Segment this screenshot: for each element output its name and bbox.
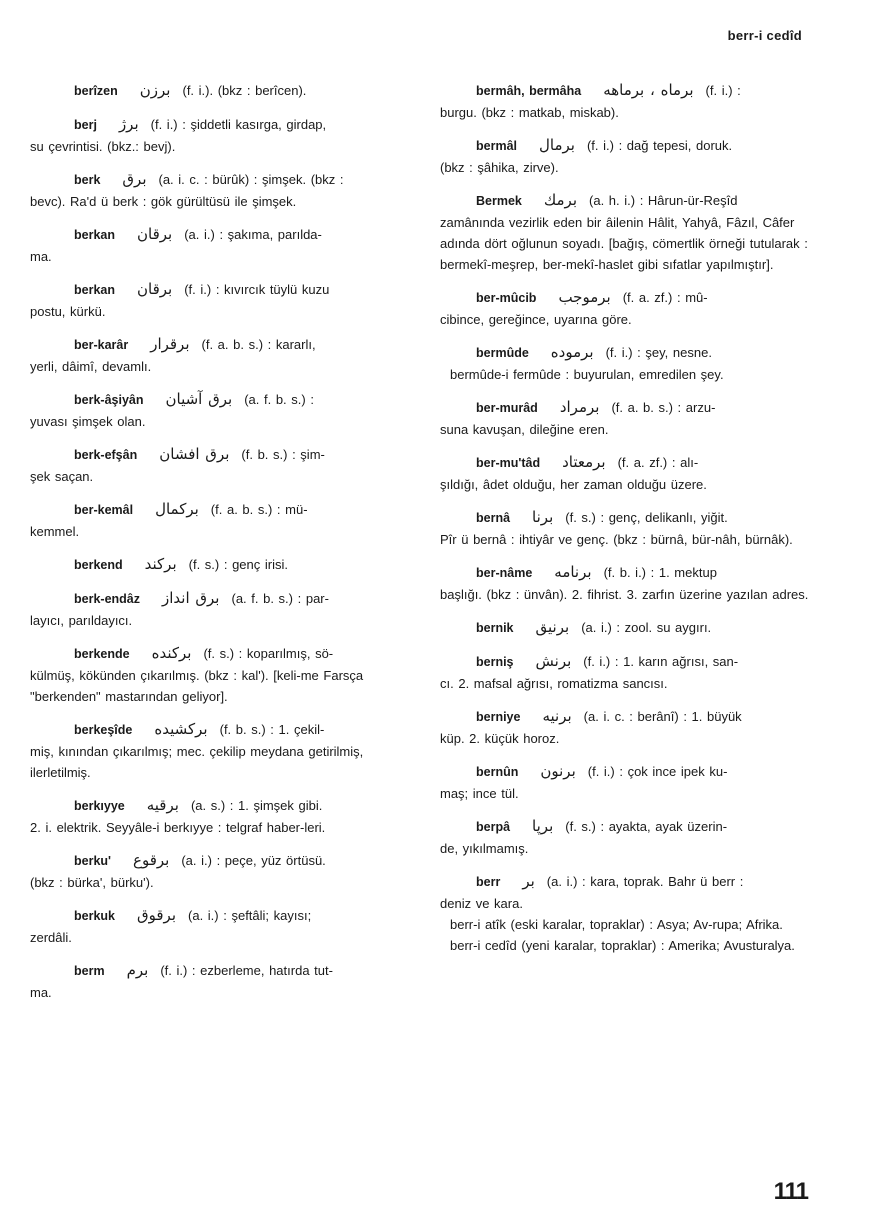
arabic-script: برم	[126, 961, 149, 979]
definition-continuation: bevc). Ra'd ü berk : gök gürültüsü ile şimşek.	[30, 194, 297, 209]
definition-continuation: maş; ince tül.	[440, 786, 519, 801]
dictionary-entry	[440, 871, 820, 956]
arabic-script: برماه ، برماهه	[603, 81, 694, 99]
entry-first-line	[30, 334, 420, 356]
dictionary-entry	[30, 795, 420, 838]
headword: bernik	[476, 621, 514, 635]
arabic-script: برق افشان	[159, 445, 230, 463]
headword: bernâ	[476, 511, 511, 525]
dictionary-entry	[30, 224, 420, 267]
definition-start: (f. s.) : genç irisi.	[188, 557, 288, 572]
dictionary-entry	[440, 287, 820, 330]
definition-start: (a. f. b. s.) : par-	[231, 591, 329, 606]
dictionary-entry	[30, 80, 420, 102]
definition-continuation: suna kavuşan, dileğine eren.	[440, 422, 609, 437]
sub-entry: berr-i atîk (eski karalar, topraklar) : Asya; Av-rupa; Afrika.	[450, 917, 783, 932]
arabic-script: برنا	[532, 508, 554, 526]
entry-first-line	[440, 397, 820, 419]
definition-start: (a. i. c. : berânî) : 1. büyük	[583, 709, 742, 724]
definition-continuation: ma.	[30, 249, 52, 264]
definition-start: (f. s.) : koparılmış, sö-	[203, 646, 334, 661]
headword: berk-âşiyân	[74, 393, 144, 407]
dictionary-entry	[30, 114, 420, 157]
headword: bermâh, bermâha	[476, 84, 582, 98]
left-column	[30, 80, 420, 1015]
definition-continuation: postu, kürkü.	[30, 304, 106, 319]
entry-first-line	[440, 507, 820, 529]
headword: berîzen	[74, 84, 118, 98]
definition-start: (f. b. i.) : 1. mektup	[603, 565, 717, 580]
definition-continuation: cibince, gereğince, uyarına göre.	[440, 312, 632, 327]
definition-start: (a. i. c. : bürûk) : şimşek. (bkz :	[158, 172, 344, 187]
definition-start: (a. i.) : zool. su aygırı.	[581, 620, 712, 635]
headword: ber-mûcib	[476, 291, 537, 305]
dictionary-entry	[440, 452, 820, 495]
headword: berkuk	[74, 909, 115, 923]
arabic-script: برمال	[539, 136, 575, 154]
dictionary-entry	[440, 80, 820, 123]
headword: bermûde	[476, 346, 529, 360]
dictionary-entry	[30, 960, 420, 1003]
definition-continuation: şek saçan.	[30, 469, 94, 484]
dictionary-entry	[30, 389, 420, 432]
definition-continuation: layıcı, parıldayıcı.	[30, 613, 133, 628]
definition-start: (f. i.) : 1. karın ağrısı, san-	[583, 654, 739, 669]
entry-first-line	[30, 795, 420, 817]
entry-first-line	[30, 169, 420, 191]
definition-continuation: yuvası şimşek olan.	[30, 414, 146, 429]
entry-first-line	[440, 761, 820, 783]
entry-first-line	[440, 452, 820, 474]
definition-start: (f. i.) : çok ince ipek ku-	[587, 764, 728, 779]
dictionary-entry	[30, 719, 420, 783]
arabic-script: برپا	[532, 817, 554, 835]
definition-start: (f. a. b. s.) : arzu-	[611, 400, 716, 415]
headword: berk-endâz	[74, 592, 140, 606]
definition-continuation: yerli, dâimî, devamlı.	[30, 359, 152, 374]
dictionary-entry	[440, 135, 820, 178]
arabic-script: برقوق	[137, 906, 177, 924]
entry-first-line	[440, 816, 820, 838]
dictionary-entry	[30, 169, 420, 212]
arabic-script: برمك	[543, 191, 578, 209]
arabic-script: برقوع	[133, 851, 170, 869]
headword: berniş	[476, 655, 514, 669]
definition-start: (a. i.) : kara, toprak. Bahr ü berr :	[546, 874, 744, 889]
entry-first-line	[30, 499, 420, 521]
dictionary-entry	[440, 761, 820, 804]
arabic-script: برنيق	[535, 618, 570, 636]
arabic-script: برموده	[550, 343, 594, 361]
definition-start: (f. b. s.) : şim-	[241, 447, 325, 462]
dictionary-entry	[440, 617, 820, 639]
entry-first-line	[30, 389, 420, 411]
definition-start: (f. i.). (bkz : berîcen).	[182, 83, 307, 98]
arabic-script: بركشيده	[154, 720, 208, 738]
arabic-script: برنامه	[554, 563, 592, 581]
dictionary-entry	[440, 190, 820, 275]
dictionary-entry	[30, 643, 420, 707]
arabic-script: برموجب	[558, 288, 611, 306]
right-column	[440, 80, 820, 968]
sub-entry: berr-i cedîd (yeni karalar, topraklar) : Amerika; Avusturalya.	[450, 938, 795, 953]
definition-continuation: cı. 2. mafsal ağrısı, romatizma sancısı.	[440, 676, 668, 691]
definition-continuation: başlığı. (bkz : ünvân). 2. fihrist. 3. zarfın üzerine yazılan adres.	[440, 587, 809, 602]
definition-start: (f. a. b. s.) : kararlı,	[201, 337, 316, 352]
dictionary-entry	[30, 850, 420, 893]
definition-start: (f. a. zf.) : alı-	[617, 455, 699, 470]
entry-first-line	[440, 80, 820, 102]
headword: ber-murâd	[476, 401, 538, 415]
headword: berkeşîde	[74, 723, 133, 737]
definition-continuation: (bkz : bürka', bürku').	[30, 875, 154, 890]
headword: bernûn	[476, 765, 519, 779]
dictionary-entry	[440, 397, 820, 440]
entry-first-line	[30, 80, 420, 102]
entry-first-line	[440, 135, 820, 157]
definition-continuation: kemmel.	[30, 524, 80, 539]
entry-first-line	[30, 588, 420, 610]
arabic-script: برمعتاد	[562, 453, 606, 471]
dictionary-entry	[30, 279, 420, 322]
dictionary-entry	[440, 816, 820, 859]
headword: berr	[476, 875, 501, 889]
headword: berpâ	[476, 820, 511, 834]
definition-continuation: 2. i. elektrik. Seyyâle-i berkıyye : telgraf haber-leri.	[30, 820, 326, 835]
arabic-script: بركمال	[155, 500, 199, 518]
dictionary-entry	[30, 905, 420, 948]
definition-start: (a. s.) : 1. şimşek gibi.	[190, 798, 323, 813]
entry-first-line	[440, 342, 820, 364]
entry-first-line	[440, 706, 820, 728]
dictionary-entry	[440, 651, 820, 694]
headword: berk	[74, 173, 101, 187]
definition-continuation: külmüş, kökünden çıkarılmış. (bkz : kal'). [keli-me Farsça "berkenden" mastarından geliyor].	[30, 668, 364, 704]
dictionary-entry	[30, 499, 420, 542]
headword: ber-karâr	[74, 338, 129, 352]
entry-first-line	[30, 444, 420, 466]
dictionary-entry	[30, 444, 420, 487]
definition-start: (f. b. s.) : 1. çekil-	[219, 722, 325, 737]
definition-continuation: (bkz : şâhika, zirve).	[440, 160, 559, 175]
definition-start: (f. i.) : dağ tepesi, doruk.	[586, 138, 733, 153]
definition-continuation: burgu. (bkz : matkab, miskab).	[440, 105, 619, 120]
arabic-script: برنش	[535, 652, 572, 670]
arabic-script: برزن	[139, 81, 171, 99]
definition-start: (f. i.) : şiddetli kasırga, girdap,	[150, 117, 327, 132]
definition-continuation: zamânında vezirlik eden bir âilenin Hâlit, Yahyâ, Fâzıl, Câfer adında dört oğlunun soyadı. [bağış, cömertlik örneği tutularak : bermekî-meşrep, ber-mekî-haslet gibi sıfatlar yapılmıştır].	[440, 215, 808, 272]
headword: berk-efşân	[74, 448, 138, 462]
entry-first-line	[440, 190, 820, 212]
entry-first-line	[440, 287, 820, 309]
headword: berj	[74, 118, 97, 132]
headword: berm	[74, 964, 105, 978]
definition-continuation: şıldığı, âdet olduğu, her zaman olduğu üzere.	[440, 477, 707, 492]
definition-start: (f. i.) : şey, nesne.	[605, 345, 712, 360]
arabic-script: برقيه	[146, 796, 179, 814]
entry-first-line	[30, 114, 420, 136]
arabic-script: برنون	[540, 762, 576, 780]
dictionary-entry	[440, 706, 820, 749]
headword: berkan	[74, 283, 115, 297]
definition-continuation: su çevrintisi. (bkz.: bevj).	[30, 139, 176, 154]
entry-first-line	[30, 279, 420, 301]
headword: berkend	[74, 558, 123, 572]
arabic-script: برق	[122, 170, 147, 188]
definition-start: (f. a. b. s.) : mü-	[210, 502, 308, 517]
headword: ber-nâme	[476, 566, 533, 580]
arabic-script: برقان	[137, 225, 173, 243]
arabic-script: برقرار	[150, 335, 190, 353]
headword: bermâl	[476, 139, 517, 153]
entry-first-line	[440, 562, 820, 584]
arabic-script: برژ	[118, 115, 139, 133]
definition-start: (a. i.) : peçe, yüz örtüsü.	[181, 853, 326, 868]
page-number: 111	[773, 1178, 808, 1205]
dictionary-entry	[440, 507, 820, 550]
arabic-script: بركنده	[151, 644, 192, 662]
definition-start: (a. i.) : şakıma, parılda-	[184, 227, 322, 242]
dictionary-entry	[440, 342, 820, 385]
headword: berniye	[476, 710, 521, 724]
definition-start: (f. i.) : kıvırcık tüylü kuzu	[184, 282, 330, 297]
entry-first-line	[440, 651, 820, 673]
definition-start: (f. i.) : ezberleme, hatırda tut-	[160, 963, 333, 978]
sub-entry: bermûde-i fermûde : buyurulan, emredilen şey.	[450, 367, 724, 382]
entry-first-line	[440, 871, 820, 893]
definition-start: (f. a. zf.) : mû-	[622, 290, 708, 305]
entry-first-line	[30, 719, 420, 741]
dictionary-entry	[30, 588, 420, 631]
entry-first-line	[30, 960, 420, 982]
headword: berkan	[74, 228, 115, 242]
arabic-script: برنيه	[542, 707, 572, 725]
arabic-script: برمراد	[559, 398, 600, 416]
entry-first-line	[30, 850, 420, 872]
headword: berku'	[74, 854, 112, 868]
dictionary-entry	[30, 554, 420, 576]
entry-first-line	[30, 554, 420, 576]
arabic-script: بر	[522, 872, 535, 890]
entry-first-line	[30, 224, 420, 246]
headword: Bermek	[476, 194, 522, 208]
headword: ber-kemâl	[74, 503, 134, 517]
dictionary-entry	[440, 562, 820, 605]
definition-continuation: Pîr ü bernâ : ihtiyâr ve genç. (bkz : bürnâ, bür-nâh, bürnâk).	[440, 532, 793, 547]
definition-continuation: de, yıkılmamış.	[440, 841, 529, 856]
arabic-script: بركند	[144, 555, 177, 573]
definition-continuation: zerdâli.	[30, 930, 72, 945]
definition-start: (f. s.) : ayakta, ayak üzerin-	[565, 819, 728, 834]
headword: berkıyye	[74, 799, 125, 813]
definition-continuation: ma.	[30, 985, 52, 1000]
definition-continuation: miş, kınından çıkarılmış; mec. çekilip meydana getirilmiş, ilerletilmiş.	[30, 744, 364, 780]
headword: ber-mu'tâd	[476, 456, 541, 470]
arabic-script: برق آشيان	[165, 390, 233, 408]
definition-start: (f. i.) :	[705, 83, 741, 98]
dictionary-entry	[30, 334, 420, 377]
entry-first-line	[30, 905, 420, 927]
definition-continuation: küp. 2. küçük horoz.	[440, 731, 560, 746]
arabic-script: برق انداز	[162, 589, 220, 607]
headword: berkende	[74, 647, 130, 661]
running-head: berr-i cedîd	[727, 28, 802, 43]
definition-continuation: deniz ve kara.	[440, 896, 523, 911]
entry-first-line	[440, 617, 820, 639]
definition-start: (f. s.) : genç, delikanlı, yiğit.	[565, 510, 728, 525]
entry-first-line	[30, 643, 420, 665]
definition-start: (a. i.) : şeftâli; kayısı;	[188, 908, 312, 923]
arabic-script: برقان	[137, 280, 173, 298]
definition-start: (a. h. i.) : Hârun-ür-Reşîd	[589, 193, 738, 208]
definition-start: (a. f. b. s.) :	[244, 392, 314, 407]
